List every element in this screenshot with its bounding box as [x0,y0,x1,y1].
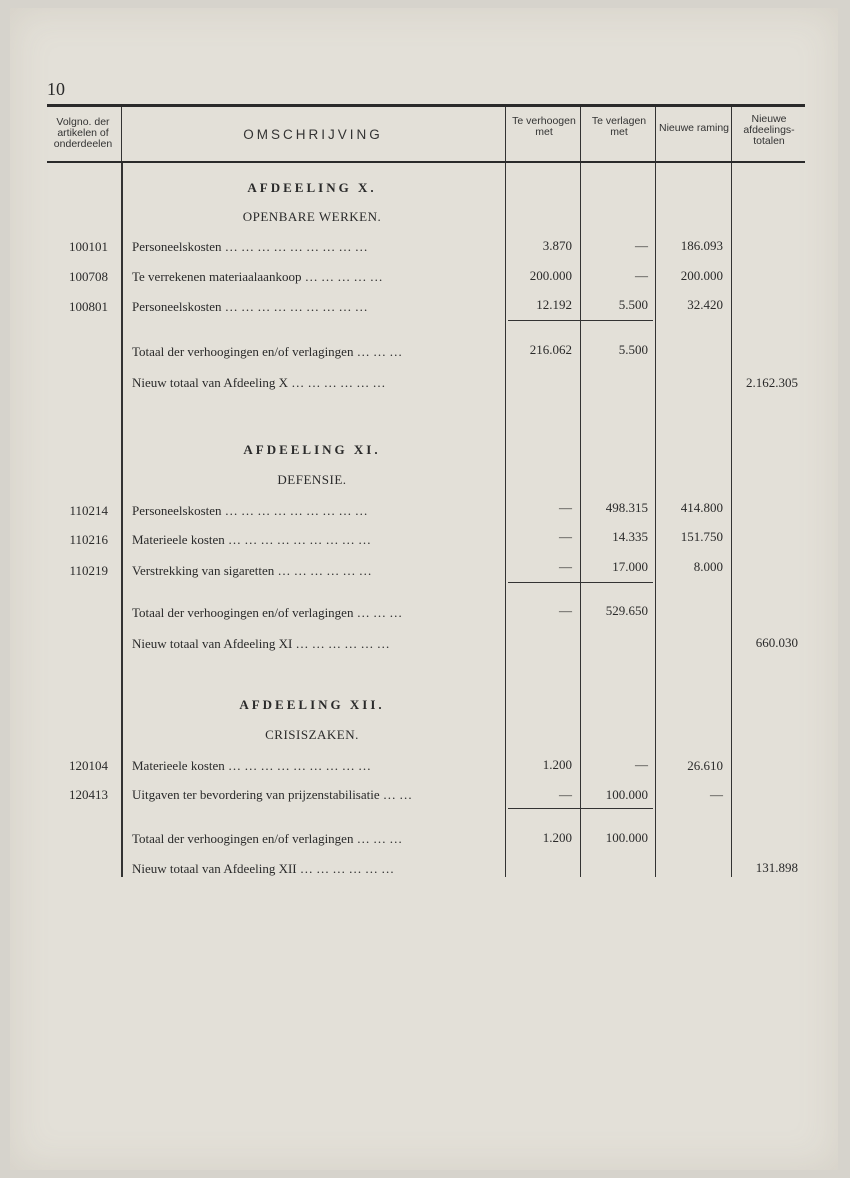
section-subtitle: OPENBARE WERKEN. [242,209,382,224]
header-divider [505,107,506,161]
row-verlagen: — [635,268,648,283]
header-verhoogen: Te verhoogen met [512,115,576,138]
row-code: 120104 [69,758,108,773]
row-raming: 32.420 [687,297,723,312]
nieuw-totaal-description: Nieuw totaal van Afdeeling XII … … … … … … [132,861,395,876]
row-description: Materieele kosten … … … … … … … … … [132,532,372,547]
row-raming: 200.000 [680,268,723,283]
nieuw-totaal-value: 2.162.305 [746,375,798,390]
row-verhoogen: 3.870 [542,238,572,253]
row-description: Materieele kosten … … … … … … … … … [132,758,372,773]
row-verlagen: 17.000 [612,559,648,574]
column-divider [121,163,123,877]
section-title: AFDEELING X. [247,180,377,195]
row-verhoogen: — [559,787,572,802]
row-code: 100708 [69,269,108,284]
totaal-verlagen: 100.000 [605,830,648,845]
nieuw-totaal-value: 131.898 [755,860,798,875]
totaal-verlagen: 529.650 [605,603,648,618]
row-verhoogen: 1.200 [542,757,572,772]
header-divider [731,107,732,161]
row-description: Te verrekenen materiaalaankoop … … … … … [132,269,383,284]
row-verhoogen: — [559,559,572,574]
row-raming: 8.000 [693,559,723,574]
header-top-rule [47,104,805,107]
nieuw-totaal-description: Nieuw totaal van Afdeeling X … … … … … … [132,375,386,390]
row-description: Personeelskosten … … … … … … … … … [132,239,368,254]
row-raming: — [710,787,723,802]
row-verlagen: 5.500 [618,297,648,312]
totaal-verhoogen: 216.062 [529,342,572,357]
header-divider [121,107,122,161]
row-verhoogen: 12.192 [536,297,572,312]
column-divider [731,163,732,877]
header-omschrijving: OMSCHRIJVING [243,127,383,142]
totaal-verhoogen: — [559,603,572,618]
header-bottom-rule [47,161,805,163]
section-subtitle: CRISISZAKEN. [265,727,359,742]
row-verhoogen: 200.000 [529,268,572,283]
row-description: Verstrekking van sigaretten … … … … … … [132,563,372,578]
column-divider [505,163,506,877]
page-number: 10 [47,79,65,99]
row-verlagen: 498.315 [605,500,648,515]
row-description: Personeelskosten … … … … … … … … … [132,299,368,314]
sum-rule [508,582,653,583]
column-divider [580,163,581,877]
nieuw-totaal-value: 660.030 [755,635,798,650]
sum-rule [508,320,653,321]
totaal-description: Totaal der verhoogingen en/of verlagingen … … … [132,344,403,359]
row-raming: 151.750 [680,529,723,544]
row-code: 100101 [69,239,108,254]
header-volgno: Volgno. der artikelen of onderdeelen [53,116,113,150]
totaal-description: Totaal der verhoogingen en/of verlagingen … … … [132,831,403,846]
row-verlagen: — [635,238,648,253]
row-verlagen: 100.000 [605,787,648,802]
row-code: 110219 [69,563,108,578]
header-raming: Nieuwe raming [658,122,730,134]
totaal-verlagen: 5.500 [618,342,648,357]
row-raming: 26.610 [687,758,723,773]
header-verlagen: Te verlagen met [591,115,647,138]
section-title: AFDEELING XI. [243,442,381,457]
header-divider [580,107,581,161]
header-totalen: Nieuwe afdeelings-totalen [743,113,795,147]
row-code: 110214 [69,503,108,518]
section-subtitle: DEFENSIE. [277,472,347,487]
row-verhoogen: — [559,500,572,515]
row-description: Uitgaven ter bevordering van prijzenstabilisatie … … [132,787,413,802]
row-code: 120413 [69,787,108,802]
totaal-verhoogen: 1.200 [542,830,572,845]
totaal-description: Totaal der verhoogingen en/of verlagingen … … … [132,605,403,620]
section-title: AFDEELING XII. [239,697,385,712]
header-divider [655,107,656,161]
sum-rule [508,808,653,809]
row-raming: 414.800 [680,500,723,515]
row-verlagen: — [635,757,648,772]
row-code: 100801 [69,299,108,314]
row-raming: 186.093 [680,238,723,253]
nieuw-totaal-description: Nieuw totaal van Afdeeling XI … … … … … … [132,636,390,651]
row-verlagen: 14.335 [612,529,648,544]
row-code: 110216 [69,532,108,547]
row-verhoogen: — [559,529,572,544]
row-description: Personeelskosten … … … … … … … … … [132,503,368,518]
